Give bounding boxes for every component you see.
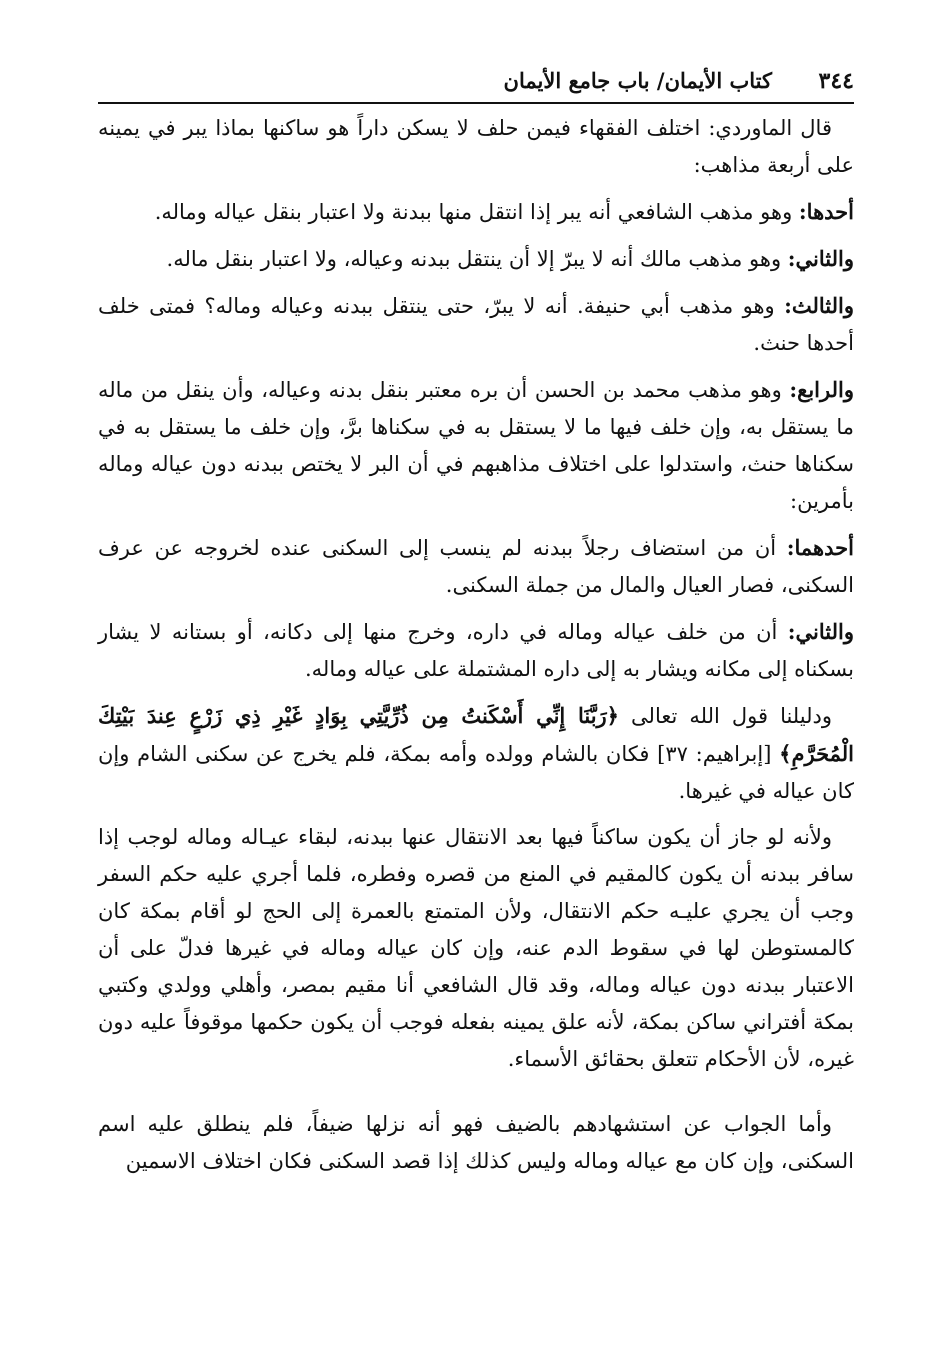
body-text: [98, 110, 854, 1189]
page-header: [98, 66, 854, 104]
paragraph-text: أن من خلف عياله وماله في داره، وخرج منها إلى دكانه، أو بستانه لا يشار بسكناه إلى مكانه ويشار به إلى داره المشتملة على عياله وماله.: [98, 620, 854, 681]
paragraph-lead: والثاني:: [787, 246, 854, 271]
paragraph-fourth-view: [98, 371, 854, 520]
paragraph-text: وهو مذهب الشافعي أنه يبر إذا انتقل منها ببدنة ولا اعتبار بنقل عياله وماله.: [154, 200, 793, 224]
paragraph-response: [98, 1106, 854, 1180]
paragraph-lead: أحدهما:: [786, 535, 854, 560]
paragraph-lead: أحدها:: [798, 199, 854, 224]
paragraph-text: [إبراهيم: ٣٧] فكان بالشام وولده وأمه بمكة، فلم يخرج عن سكنى الشام وإن كان عياله في غيرها.: [98, 742, 854, 803]
paragraph-evidence: [98, 697, 854, 810]
paragraph-text: ودليلنا قول الله تعالى: [631, 704, 832, 728]
paragraph-reasoning: [98, 819, 854, 1078]
paragraph-lead: والرابع:: [789, 377, 854, 402]
paragraph-intro: [98, 110, 854, 184]
paragraph-text: قال الماوردي: اختلف الفقهاء فيمن حلف لا يسكن داراً هو ساكنها بماذا يبر في يمينه على أربعة مذاهب:: [98, 116, 854, 177]
paragraph-text: وهو مذهب أبي حنيفة. أنه لا يبرّ، حتى ينتقل ببدنه وعياله وماله؟ فمتى خلف أحدها حنث.: [98, 294, 854, 355]
paragraph-text: أن من استضاف رجلاً ببدنه لم ينسب إلى السكنى عنده لخروجه عن عرف السكنى، فصار العيال والمال من جملة السكنى.: [98, 536, 854, 597]
paragraph-lead: والثاني:: [787, 619, 854, 644]
paragraph-text: وهو مذهب مالك أنه لا يبرّ إلا أن ينتقل ببدنه وعياله، ولا اعتبار بنقل ماله.: [166, 247, 782, 271]
paragraph-first-view: [98, 193, 854, 231]
paragraph-text: ولأنه لو جاز أن يكون ساكناً فيها بعد الانتقال عنها ببدنه، لبقاء عيـاله وماله لوجب إذا سافر ببدنه أن يكون كالمقيم في المنع من قصره وفطره، فلما أجري عليه حكم السفر وجب أن يجري عليـه حكم الانتقال، ولأن المتمتع بالعمرة إلى الحج لو أقام بمكة كان كالمستوطن لها في سقوط الدم عنه، وإن كان عياله وماله في غيرها فدلّ على أن الاعتبار ببدنه دون عياله وماله، وقد قال الشافعي أنا مقيم بمصر، وأهلي وولدي وكتبي بمكة أفتراني ساكن بمكة، لأنه علق يمينه بفعله فوجب أن يكون حكمها موقوفاً عليه دون غيره، لأن الأحكام تتعلق بحقائق الأسماء.: [98, 825, 854, 1071]
paragraph-argument-two: [98, 613, 854, 688]
page-number: ٣٤٤: [818, 68, 854, 94]
quran-verse: ﴿رَبَّنَا إِنِّي أَسْكَنتُ مِن ذُرِّيَّتِي بِوَادٍ غَيْرِ ذِي زَرْعٍ عِندَ بَيْتِكَ الْمُحَرَّمِ﴾: [98, 703, 854, 766]
running-title: كتاب الأيمان/ باب جامع الأيمان: [503, 68, 772, 93]
paragraph-second-view: [98, 240, 854, 278]
paragraph-text: وهو مذهب محمد بن الحسن أن بره معتبر بنقل بدنه وعياله، وأن ينقل من ماله ما يستقل به، وإن خلف فيها ما لا يستقل به في سكناها برَّ، وإن خلف ما يستقل به في سكناها حنث، واستدلوا على اختلاف مذاهبهم في أن البر لا يختص ببدنه دون عياله وماله بأمرين:: [98, 378, 854, 513]
paragraph-third-view: [98, 287, 854, 362]
paragraph-lead: والثالث:: [784, 293, 855, 318]
paragraph-text: وأما الجواب عن استشهادهم بالضيف فهو أنه نزلها ضيفاً، فلم ينطلق عليه اسم السكنى، وإن كان مع عياله وماله وليس كذلك إذا قصد السكنى فكان اختلاف الاسمين: [98, 1112, 854, 1173]
paragraph-argument-one: [98, 529, 854, 604]
